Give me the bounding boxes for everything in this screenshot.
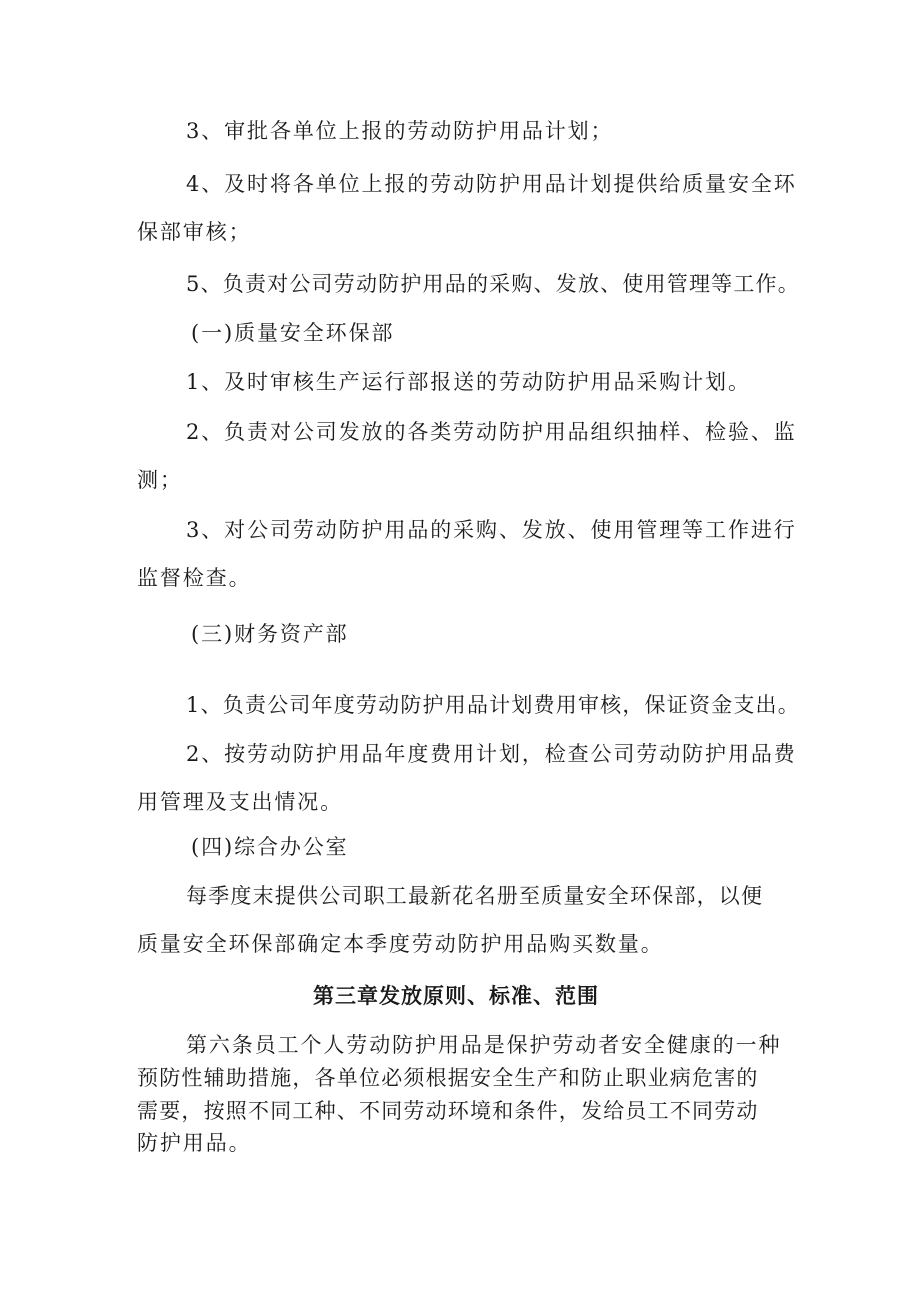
article-6-line-3: 需要，按照不同工种、不同劳动环境和条件，发给员工不同劳动 xyxy=(137,1099,759,1123)
chapter-heading: 第三章发放原则、标准、范围 xyxy=(313,984,599,1008)
finance-item-2-line-2: 用管理及支出情况。 xyxy=(137,790,344,814)
section-heading-finance: (三)财务资产部 xyxy=(191,622,349,646)
section-heading-quality-safety: (一)质量安全环保部 xyxy=(191,321,395,345)
office-paragraph-line-2: 质量安全环保部确定本季度劳动防护用品购买数量。 xyxy=(137,932,664,956)
quality-item-3-line-2: 监督检查。 xyxy=(137,566,252,590)
quality-item-1: 1、及时审核生产运行部报送的劳动防护用品采购计划。 xyxy=(186,370,751,394)
duty-item-4-line-1: 4、及时将各单位上报的劳动防护用品计划提供给质量安全环 xyxy=(186,172,797,196)
article-6-line-4: 防护用品。 xyxy=(137,1131,252,1155)
quality-item-3-line-1: 3、对公司劳动防护用品的采购、发放、使用管理等工作进行 xyxy=(186,518,797,542)
article-6-line-1: 第六条员工个人劳动防护用品是保护劳动者安全健康的一种 xyxy=(186,1033,782,1057)
duty-item-5: 5、负责对公司劳动防护用品的采购、发放、使用管理等工作。 xyxy=(186,272,800,296)
article-6-line-2: 预防性辅助措施，各单位必须根据安全生产和防止职业病危害的 xyxy=(137,1066,759,1090)
quality-item-2-line-1: 2、负责对公司发放的各类劳动防护用品组织抽样、检验、监 xyxy=(186,420,797,444)
finance-item-1: 1、负责公司年度劳动防护用品计划费用审核，保证资金支出。 xyxy=(186,693,800,717)
office-paragraph-line-1: 每季度末提供公司职工最新花名册至质量安全环保部，以便 xyxy=(186,884,764,908)
duty-item-3: 3、审批各单位上报的劳动防护用品计划； xyxy=(186,119,614,143)
section-heading-general-office: (四)综合办公室 xyxy=(191,835,349,859)
duty-item-4-line-2: 保部审核； xyxy=(137,220,252,244)
finance-item-2-line-1: 2、按劳动防护用品年度费用计划，检查公司劳动防护用品费 xyxy=(186,742,797,766)
quality-item-2-line-2: 测； xyxy=(137,468,183,492)
